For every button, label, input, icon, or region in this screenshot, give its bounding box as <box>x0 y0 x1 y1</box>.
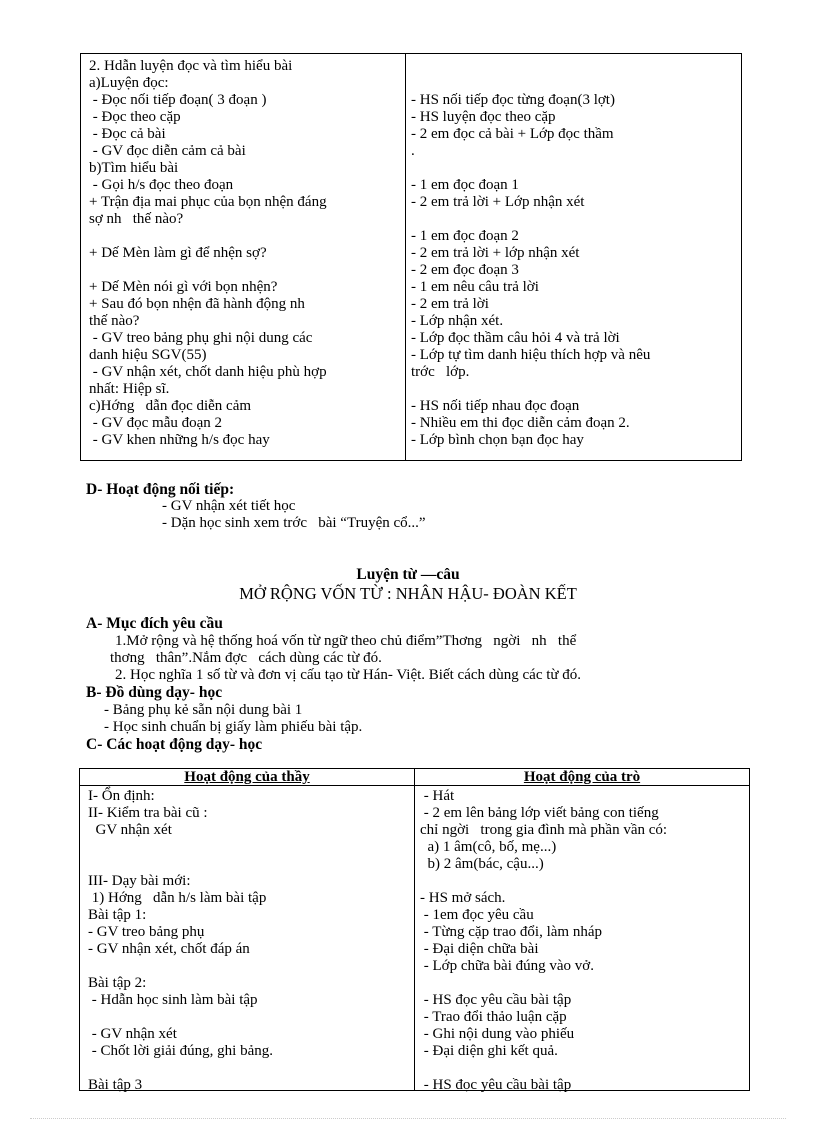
section-b-line: - Học sinh chuẩn bị giấy làm phiếu bài tập. <box>104 719 363 735</box>
text-line: - Gọi h/s đọc theo đoạn <box>89 177 234 193</box>
text-line: - Đại diện ghi kết quả. <box>420 1043 558 1059</box>
table-divider <box>405 54 406 460</box>
text-line: + Trận địa mai phục của bọn nhện đáng <box>89 194 327 210</box>
text-line <box>411 211 739 228</box>
text-line: + Dế Mèn làm gì để nhện sợ? <box>89 245 267 261</box>
text-line: - 1 em đọc đoạn 2 <box>411 228 519 244</box>
text-line: - Từng cặp trao đổi, làm nháp <box>420 924 602 940</box>
text-line <box>88 839 410 856</box>
lesson-activity-table-2 <box>79 768 750 1091</box>
text-line: b) 2 âm(bác, cậu...) <box>420 856 544 872</box>
text-line <box>420 1060 746 1077</box>
lesson-subject: Luyện từ —câu <box>356 566 460 583</box>
text-line: 1) Hớng dẫn h/s làm bài tập <box>88 890 267 906</box>
text-line: - GV đọc mẫu đoạn 2 <box>89 415 223 431</box>
text-line: - Đọc cả bài <box>89 126 166 142</box>
text-line: - 2 em lên bảng lớp viết bảng con tiếng <box>420 805 659 821</box>
text-line: - 2 em trả lời + lớp nhận xét <box>411 245 580 261</box>
text-line: - HS nối tiếp đọc từng đoạn(3 lợt) <box>411 92 615 108</box>
text-line: - 1em đọc yêu cầu <box>420 907 534 923</box>
text-line: - Ghi nội dung vào phiếu <box>420 1026 575 1042</box>
text-line: - Đọc theo cặp <box>89 109 181 125</box>
text-line: danh hiệu SGV(55) <box>89 347 207 363</box>
lesson-title: MỞ RỘNG VỐN TỪ : NHÂN HẬU- ĐOÀN KẾT <box>239 584 577 603</box>
section-b-line: - Bảng phụ kẻ sẵn nội dung bài 1 <box>104 702 303 718</box>
section-d-item: - GV nhận xét tiết học <box>162 498 296 514</box>
text-line: - HS đọc yêu cầu bài tập <box>420 1077 572 1093</box>
text-line: trớc lớp. <box>411 364 470 380</box>
text-line: GV nhận xét <box>88 822 172 838</box>
text-line: sợ nh thế nào? <box>89 211 184 227</box>
text-line: - GV nhận xét, chốt đáp án <box>88 941 250 957</box>
student-column <box>420 788 746 1094</box>
student-column <box>411 58 739 449</box>
text-line <box>89 228 401 245</box>
text-line: - HS đọc yêu cầu bài tập <box>420 992 572 1008</box>
text-line: 2. Hdẫn luyện đọc và tìm hiểu bài <box>89 58 293 74</box>
section-b-title: B- Đồ dùng dạy- học <box>86 684 223 701</box>
header-teacher: Hoạt động của thầy <box>184 769 310 785</box>
text-line: - GV treo bảng phụ <box>88 924 205 940</box>
text-line: - Lớp bình chọn bạn đọc hay <box>411 432 584 448</box>
text-line <box>411 58 739 75</box>
section-a-line: thơng thân”.Nắm đợc cách dùng các từ đó. <box>110 650 382 666</box>
lesson-activity-table-1 <box>80 53 742 461</box>
text-line: I- Ổn định: <box>88 788 155 804</box>
text-line: - GV nhận xét <box>88 1026 177 1042</box>
text-line: - 2 em trả lời <box>411 296 489 312</box>
text-line: - Nhiều em thi đọc diễn cảm đoạn 2. <box>411 415 630 431</box>
section-c-title: C- Các hoạt động dạy- học <box>86 736 263 753</box>
text-line <box>88 1060 410 1077</box>
text-line: - Chốt lời giải đúng, ghi bảng. <box>88 1043 274 1059</box>
text-line: Bài tập 1: <box>88 907 147 923</box>
header-student: Hoạt động của trò <box>523 769 641 785</box>
text-line <box>88 856 410 873</box>
text-line: - GV nhận xét, chốt danh hiệu phù hợp <box>89 364 327 380</box>
text-line: a)Luyện đọc: <box>89 75 169 91</box>
text-line: thế nào? <box>89 313 140 329</box>
text-line: - GV đọc diễn cảm cả bài <box>89 143 246 159</box>
text-line: - Lớp tự tìm danh hiệu thích hợp và nêu <box>411 347 651 363</box>
table-divider <box>414 769 415 1090</box>
text-line: Bài tập 2: <box>88 975 147 991</box>
text-line: + Dế Mèn nói gì với bọn nhện? <box>89 279 278 295</box>
text-line <box>420 975 746 992</box>
text-line: - Hdẫn học sinh làm bài tập <box>88 992 258 1008</box>
text-line: - Hát <box>420 788 455 804</box>
text-line: b)Tìm hiểu bài <box>89 160 179 176</box>
text-line: nhất: Hiệp sĩ. <box>89 381 170 397</box>
section-a-title: A- Mục đích yêu cầu <box>86 615 223 632</box>
text-line: - Lớp nhận xét. <box>411 313 504 329</box>
text-line: - Lớp chữa bài đúng vào vở. <box>420 958 594 974</box>
text-line: - Lớp đọc thầm câu hỏi 4 và trả lời <box>411 330 620 346</box>
text-line: - HS nối tiếp nhau đọc đoạn <box>411 398 580 414</box>
text-line: - GV khen những h/s đọc hay <box>89 432 270 448</box>
text-line: - Trao đổi thảo luận cặp <box>420 1009 567 1025</box>
text-line: - Đại diện chữa bài <box>420 941 539 957</box>
section-d-title: D- Hoạt động nối tiếp: <box>86 481 235 498</box>
text-line: III- Dạy bài mới: <box>88 873 191 889</box>
text-line: - GV treo bảng phụ ghi nội dung các <box>89 330 313 346</box>
text-line: a) 1 âm(cô, bố, mẹ...) <box>420 839 557 855</box>
page-footer-rule <box>30 1118 786 1119</box>
text-line: - HS luyện đọc theo cặp <box>411 109 556 125</box>
teacher-column <box>88 788 410 1094</box>
teacher-column <box>89 58 401 449</box>
text-line: c)Hớng dẫn đọc diễn cảm <box>89 398 252 414</box>
text-line: + Sau đó bọn nhện đã hành động nh <box>89 296 305 312</box>
text-line: - 1 em nêu câu trả lời <box>411 279 539 295</box>
text-line: - 2 em đọc đoạn 3 <box>411 262 519 278</box>
text-line <box>89 262 401 279</box>
text-line: Bài tập 3 <box>88 1077 143 1093</box>
text-line: - 2 em đọc cả bài + Lớp đọc thầm <box>411 126 614 142</box>
text-line <box>88 1009 410 1026</box>
text-line <box>411 160 739 177</box>
text-line <box>411 381 739 398</box>
text-line: - 2 em trả lời + Lớp nhận xét <box>411 194 585 210</box>
text-line: - 1 em đọc đoạn 1 <box>411 177 519 193</box>
text-line: . <box>411 143 415 159</box>
text-line: chỉ ngời trong gia đình mà phần vần có: <box>420 822 668 838</box>
section-d-item: - Dặn học sinh xem trớc bài “Truyện cổ...” <box>162 515 426 531</box>
text-line <box>411 75 739 92</box>
text-line: - Đọc nối tiếp đoạn( 3 đoạn ) <box>89 92 267 108</box>
header-rule <box>80 785 749 786</box>
section-a-line: 2. Học nghĩa 1 số từ và đơn vị cấu tạo từ Hán- Việt. Biết cách dùng các từ đó. <box>115 667 582 683</box>
text-line: - HS mở sách. <box>420 890 506 906</box>
text-line <box>88 958 410 975</box>
text-line <box>420 873 746 890</box>
section-a-line: 1.Mở rộng và hệ thống hoá vốn từ ngữ theo chủ điểm”Thơng ngời nh thể <box>115 633 577 649</box>
text-line: II- Kiểm tra bài cũ : <box>88 805 208 821</box>
